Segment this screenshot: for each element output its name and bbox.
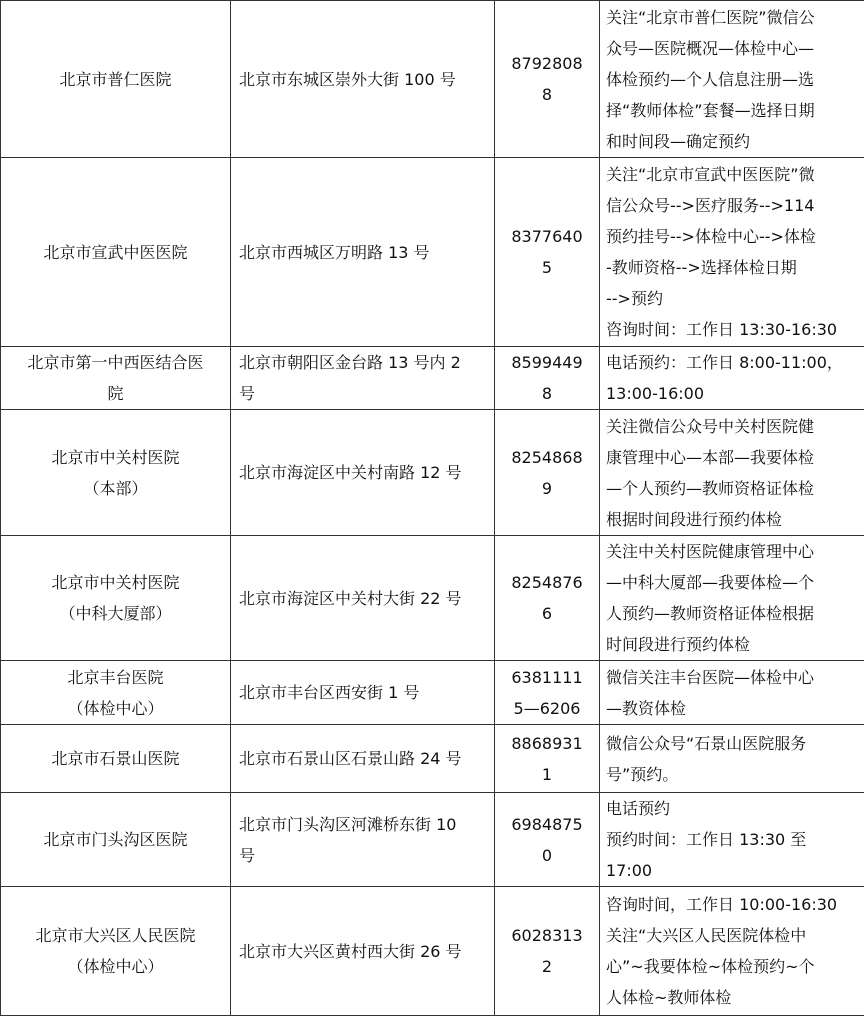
hospital-name-line: （体检中心） xyxy=(5,693,226,724)
phone-line: 1 xyxy=(501,759,593,790)
booking-method-cell xyxy=(600,536,864,661)
phone-line: 2 xyxy=(501,951,593,982)
hospital-name-line: 北京丰台医院 xyxy=(5,662,226,693)
booking-method-line: 众号—医院概况—体检中心— xyxy=(606,33,862,64)
phone-line: 8792808 xyxy=(501,48,593,79)
hospital-name-line: 北京市第一中西医结合医 xyxy=(5,347,226,378)
booking-method-line: 微信公众号“石景山医院服务 xyxy=(606,728,862,759)
phone-cell xyxy=(495,536,600,661)
phone-cell xyxy=(495,1,600,158)
phone-cell xyxy=(495,793,600,887)
booking-method-line: 预约时间：工作日 13:30 至 xyxy=(606,824,862,855)
phone-line: 8254876 xyxy=(501,567,593,598)
booking-method-line: 关注“北京市宣武中医医院”微 xyxy=(606,159,862,190)
hospital-name-cell xyxy=(1,725,231,793)
table-row xyxy=(1,661,864,725)
booking-method-line: 咨询时间：工作日 13:30-16:30 xyxy=(606,314,862,345)
phone-line: 5 xyxy=(501,252,593,283)
booking-method-line: 康管理中心—本部—我要体检 xyxy=(606,442,862,473)
booking-method-line: -->预约 xyxy=(606,283,862,314)
table-row xyxy=(1,410,864,536)
address-line: 北京市丰台区西安街 1 号 xyxy=(239,677,490,708)
hospital-name-cell xyxy=(1,793,231,887)
address-line: 北京市大兴区黄村西大街 26 号 xyxy=(239,936,490,967)
address-cell xyxy=(231,725,495,793)
hospital-name-line: 北京市宣武中医医院 xyxy=(5,237,226,268)
booking-method-line: 微信关注丰台医院—体检中心 xyxy=(606,662,862,693)
table-row xyxy=(1,347,864,410)
address-line: 号 xyxy=(239,840,490,871)
booking-method-cell xyxy=(600,1,864,158)
phone-cell xyxy=(495,887,600,1016)
hospital-name-line: 北京市门头沟区医院 xyxy=(5,824,226,855)
address-line: 号 xyxy=(239,378,490,409)
booking-method-line: 根据时间段进行预约体检 xyxy=(606,504,862,535)
hospital-name-line: 北京市普仁医院 xyxy=(5,64,226,95)
hospital-name-cell xyxy=(1,661,231,725)
phone-line: 8 xyxy=(501,79,593,110)
phone-line: 8868931 xyxy=(501,728,593,759)
hospital-name-line: 北京市大兴区人民医院 xyxy=(5,920,226,951)
address-line: 北京市石景山区石景山路 24 号 xyxy=(239,743,490,774)
booking-method-line: 择“教师体检”套餐—选择日期 xyxy=(606,95,862,126)
booking-method-line: 关注“大兴区人民医院体检中 xyxy=(606,920,862,951)
address-cell xyxy=(231,347,495,410)
table-row xyxy=(1,793,864,887)
address-line: 北京市门头沟区河滩桥东街 10 xyxy=(239,809,490,840)
booking-method-line: 预约挂号-->体检中心-->体检 xyxy=(606,221,862,252)
address-cell xyxy=(231,536,495,661)
phone-line: 8377640 xyxy=(501,221,593,252)
address-cell xyxy=(231,1,495,158)
hospital-table-body xyxy=(1,1,864,1016)
address-line: 北京市海淀区中关村大街 22 号 xyxy=(239,583,490,614)
booking-method-line: -教师资格-->选择体检日期 xyxy=(606,252,862,283)
phone-line: 8254868 xyxy=(501,442,593,473)
address-cell xyxy=(231,158,495,347)
booking-method-cell xyxy=(600,347,864,410)
hospital-name-line: （中科大厦部） xyxy=(5,598,226,629)
hospital-name-cell xyxy=(1,158,231,347)
hospital-name-cell xyxy=(1,410,231,536)
booking-method-cell xyxy=(600,887,864,1016)
booking-method-cell xyxy=(600,661,864,725)
address-line: 北京市朝阳区金台路 13 号内 2 xyxy=(239,347,490,378)
phone-cell xyxy=(495,347,600,410)
hospital-name-line: 北京市中关村医院 xyxy=(5,567,226,598)
hospital-name-cell xyxy=(1,1,231,158)
phone-line: 8599449 xyxy=(501,347,593,378)
phone-cell xyxy=(495,661,600,725)
booking-method-line: 关注微信公众号中关村医院健 xyxy=(606,411,862,442)
table-row xyxy=(1,887,864,1016)
booking-method-line: —中科大厦部—我要体检—个 xyxy=(606,567,862,598)
booking-method-line: —个人预约—教师资格证体检 xyxy=(606,473,862,504)
booking-method-cell xyxy=(600,725,864,793)
booking-method-cell xyxy=(600,793,864,887)
phone-line: 9 xyxy=(501,473,593,504)
hospital-name-line: 北京市中关村医院 xyxy=(5,442,226,473)
booking-method-line: 电话预约：工作日 8:00-11:00， xyxy=(606,347,862,378)
booking-method-line: —教资体检 xyxy=(606,693,862,724)
address-cell xyxy=(231,410,495,536)
booking-method-line: 咨询时间，工作日 10:00-16:30 xyxy=(606,889,862,920)
phone-line: 6381111 xyxy=(501,662,593,693)
booking-method-line: 时间段进行预约体检 xyxy=(606,629,862,660)
phone-line: 8 xyxy=(501,378,593,409)
booking-method-line: 和时间段—确定预约 xyxy=(606,126,862,157)
hospital-name-line: 院 xyxy=(5,378,226,409)
booking-method-line: 心”~我要体检~体检预约~个 xyxy=(606,951,862,982)
address-line: 北京市东城区崇外大街 100 号 xyxy=(239,64,490,95)
table-row xyxy=(1,158,864,347)
phone-line: 6 xyxy=(501,598,593,629)
hospital-name-line: （体检中心） xyxy=(5,951,226,982)
phone-line: 6984875 xyxy=(501,809,593,840)
table-row xyxy=(1,536,864,661)
table-row xyxy=(1,1,864,158)
booking-method-cell xyxy=(600,158,864,347)
hospital-name-line: （本部） xyxy=(5,473,226,504)
booking-method-line: 17:00 xyxy=(606,855,862,886)
booking-method-line: 关注“北京市普仁医院”微信公 xyxy=(606,2,862,33)
phone-line: 6028313 xyxy=(501,920,593,951)
phone-cell xyxy=(495,158,600,347)
booking-method-line: 人体检~教师体检 xyxy=(606,982,862,1013)
booking-method-line: 关注中关村医院健康管理中心 xyxy=(606,536,862,567)
booking-method-line: 13:00-16:00 xyxy=(606,378,862,409)
address-cell xyxy=(231,887,495,1016)
phone-line: 0 xyxy=(501,840,593,871)
table-row xyxy=(1,725,864,793)
address-cell xyxy=(231,793,495,887)
phone-line: 5—6206 xyxy=(501,693,593,724)
hospital-name-cell xyxy=(1,887,231,1016)
address-line: 北京市西城区万明路 13 号 xyxy=(239,237,490,268)
address-line: 北京市海淀区中关村南路 12 号 xyxy=(239,457,490,488)
booking-method-line: 号”预约。 xyxy=(606,759,862,790)
booking-method-line: 体检预约—个人信息注册—选 xyxy=(606,64,862,95)
hospital-name-cell xyxy=(1,536,231,661)
hospital-name-line: 北京市石景山医院 xyxy=(5,743,226,774)
phone-cell xyxy=(495,725,600,793)
booking-method-cell xyxy=(600,410,864,536)
address-cell xyxy=(231,661,495,725)
booking-method-line: 人预约—教师资格证体检根据 xyxy=(606,598,862,629)
hospital-name-cell xyxy=(1,347,231,410)
phone-cell xyxy=(495,410,600,536)
booking-method-line: 电话预约 xyxy=(606,793,862,824)
booking-method-line: 信公众号-->医疗服务-->114 xyxy=(606,190,862,221)
